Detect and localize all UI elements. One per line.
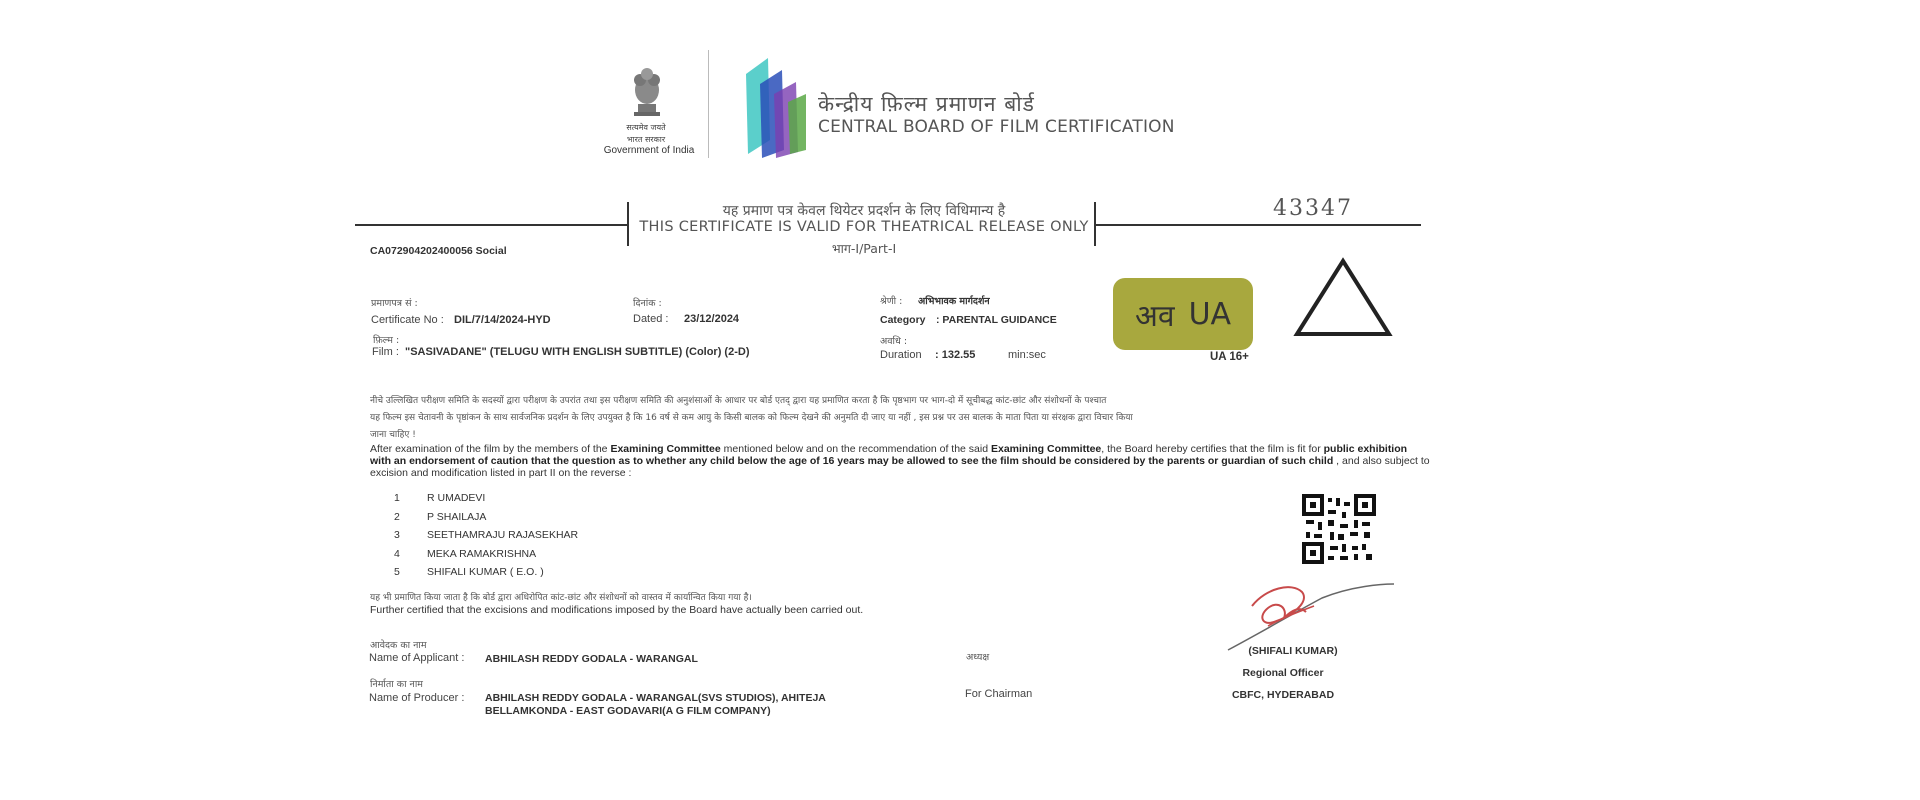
producer-value-1: ABHILASH REDDY GODALA - WARANGAL(SVS STUDIOS), AHITEJA — [485, 692, 826, 704]
member-row: 4 MEKA RAMAKRISHNA — [394, 547, 537, 560]
part-label: भाग-I/Part-I — [831, 241, 897, 256]
member-name: P SHAILAJA — [427, 510, 487, 523]
member-row: 3 SEETHAMRAJU RAJASEKHAR — [394, 529, 579, 541]
para-english — [370, 443, 1430, 479]
gov-english: Government of India — [603, 145, 695, 156]
category-hindi-label: श्रेणी : — [880, 296, 903, 307]
para-en-part4: the film is fit for — [1250, 443, 1324, 455]
category-value: : PARENTAL GUIDANCE — [936, 314, 1057, 326]
producer-hindi: निर्माता का नाम — [370, 679, 423, 690]
producer-label: Name of Producer : — [369, 692, 465, 704]
further-hindi: यह भी प्रमाणित किया जाता है कि बोर्ड द्वारा अधिरोपित कांट-छांट और संशोधनों को वास्तव में कार्यान्वित किया गया है। — [370, 593, 752, 603]
duration-value: : 132.55 — [935, 349, 976, 361]
rule-right — [1095, 224, 1421, 226]
category-hindi-value: अभिभावक मार्गदर्शन — [918, 296, 990, 307]
member-name: SEETHAMRAJU RAJASEKHAR — [427, 529, 579, 541]
applicant-value: ABHILASH REDDY GODALA - WARANGAL — [485, 653, 698, 665]
emblem-motto: सत्यमेव जयते — [626, 123, 666, 132]
rating-badge — [1113, 278, 1253, 350]
cert-no-hindi: प्रमाणपत्र सं : — [371, 298, 418, 309]
para-en-bold3: public exhibition with an endorsement of caution that the question as to whether any child below the age of 16 years may be allowed to see the film should be considered by the parents or guardian of such child — [370, 443, 1408, 467]
validity-hindi: यह प्रमाण पत्र केवल थियेटर प्रदर्शन के लिए विधिमान्य है — [722, 203, 1006, 219]
member-row: 2 P SHAILAJA — [394, 510, 487, 523]
cbfc-logo — [740, 54, 810, 158]
para-en-part5: , and also subject to excision and modification listed in part II on the reverse : — [370, 455, 1430, 479]
triangle-icon — [1292, 256, 1394, 338]
para-en-part1: After examination of the film by the members of the — [370, 443, 611, 455]
para-hindi-2: यह फिल्म इस चेतावनी के पृष्ठांकन के साथ सार्वजनिक प्रदर्शन के लिए उपयुक्त है कि 16 वर्ष से कम आयु के किसी बालक को फिल्म देखने की अनुमति दी जाए या नहीं , इस प्रश्न पर उस बालक के माता पिता या संरक्षक द्वारा विचार किया — [370, 413, 1133, 423]
further-english: Further certified that the excisions and modifications imposed by the Board have actually been carried out. — [370, 604, 864, 616]
date-label: Dated : — [633, 313, 669, 325]
board-title-hindi: केन्द्रीय फ़िल्म प्रमाणन बोर्ड — [818, 92, 1035, 116]
officer-title: Regional Officer — [1242, 667, 1324, 679]
state-emblem — [618, 60, 674, 122]
para-en-bold1: Examining Committee — [610, 443, 721, 455]
board-title-english: CENTRAL BOARD OF FILM CERTIFICATION — [818, 117, 1175, 137]
rating-badge-hindi: अव — [1134, 298, 1175, 334]
date-hindi: दिनांक : — [633, 298, 662, 309]
committee-list — [394, 488, 578, 581]
para-en-part2: mentioned below and on the recommendation of the said — [720, 443, 991, 455]
duration-label: Duration — [880, 349, 922, 361]
duration-unit: min:sec — [1008, 349, 1046, 361]
para-en-bold2: Examining Committee — [991, 443, 1102, 455]
para-en-part3: , the Board hereby certifies that — [1101, 443, 1248, 455]
duration-hindi: अवधि : — [880, 336, 908, 347]
member-name: SHIFALI KUMAR ( E.O. ) — [427, 566, 544, 578]
rating-badge-english: UA — [1188, 296, 1232, 332]
cert-no-label: Certificate No : — [371, 314, 444, 326]
member-name: R UMADEVI — [427, 492, 486, 504]
officer-name: (SHIFALI KUMAR) — [1248, 645, 1338, 657]
member-row: 5 SHIFALI KUMAR ( E.O. ) — [394, 566, 544, 578]
chairman-hindi: अध्यक्ष — [966, 652, 990, 663]
rule-left — [355, 224, 628, 226]
cert-no-value: DIL/7/14/2024-HYD — [454, 314, 551, 326]
member-name: MEKA RAMAKRISHNA — [427, 547, 537, 560]
serial-number: 43347 — [1273, 196, 1353, 221]
producer-value-2: BELLAMKONDA - EAST GODAVARI(A G FILM COMPANY) — [485, 705, 771, 717]
film-value: "SASIVADANE" (TELUGU WITH ENGLISH SUBTITLE) (Color) (2-D) — [405, 346, 750, 358]
para-hindi-1: नीचे उल्लिखित परीक्षण समिति के सदस्यों द्वारा परीक्षण के उपरांत तथा इस परीक्षण समिति की अनुशंसाओं के आधार पर बोर्ड एतद् द्वारा यह प्रमाणित करता है कि पृष्ठभाग पर भाग-दो में सूचीबद्ध कांट-छांट और संशोधनों के पश्चात — [370, 396, 1107, 406]
para-hindi-3: जाना चाहिए ! — [370, 430, 416, 440]
film-hindi: फ़िल्म : — [373, 335, 400, 346]
rating-sub: UA 16+ — [1210, 351, 1249, 363]
film-label: Film : — [372, 346, 399, 358]
header-divider — [708, 50, 709, 158]
gov-hindi: भारत सरकार — [626, 135, 666, 144]
member-row: 1 R UMADEVI — [394, 492, 486, 504]
applicant-hindi: आवेदक का नाम — [370, 640, 427, 651]
application-ref: CA072904202400056 Social — [370, 245, 507, 257]
date-value: 23/12/2024 — [684, 313, 740, 325]
category-label: Category — [880, 314, 926, 326]
applicant-label: Name of Applicant : — [369, 652, 465, 664]
officer-office: CBFC, HYDERABAD — [1231, 689, 1335, 701]
chairman-english: For Chairman — [965, 688, 1033, 700]
qr-code[interactable] — [1302, 494, 1376, 564]
validity-english: THIS CERTIFICATE IS VALID FOR THEATRICAL RELEASE ONLY — [639, 219, 1089, 235]
